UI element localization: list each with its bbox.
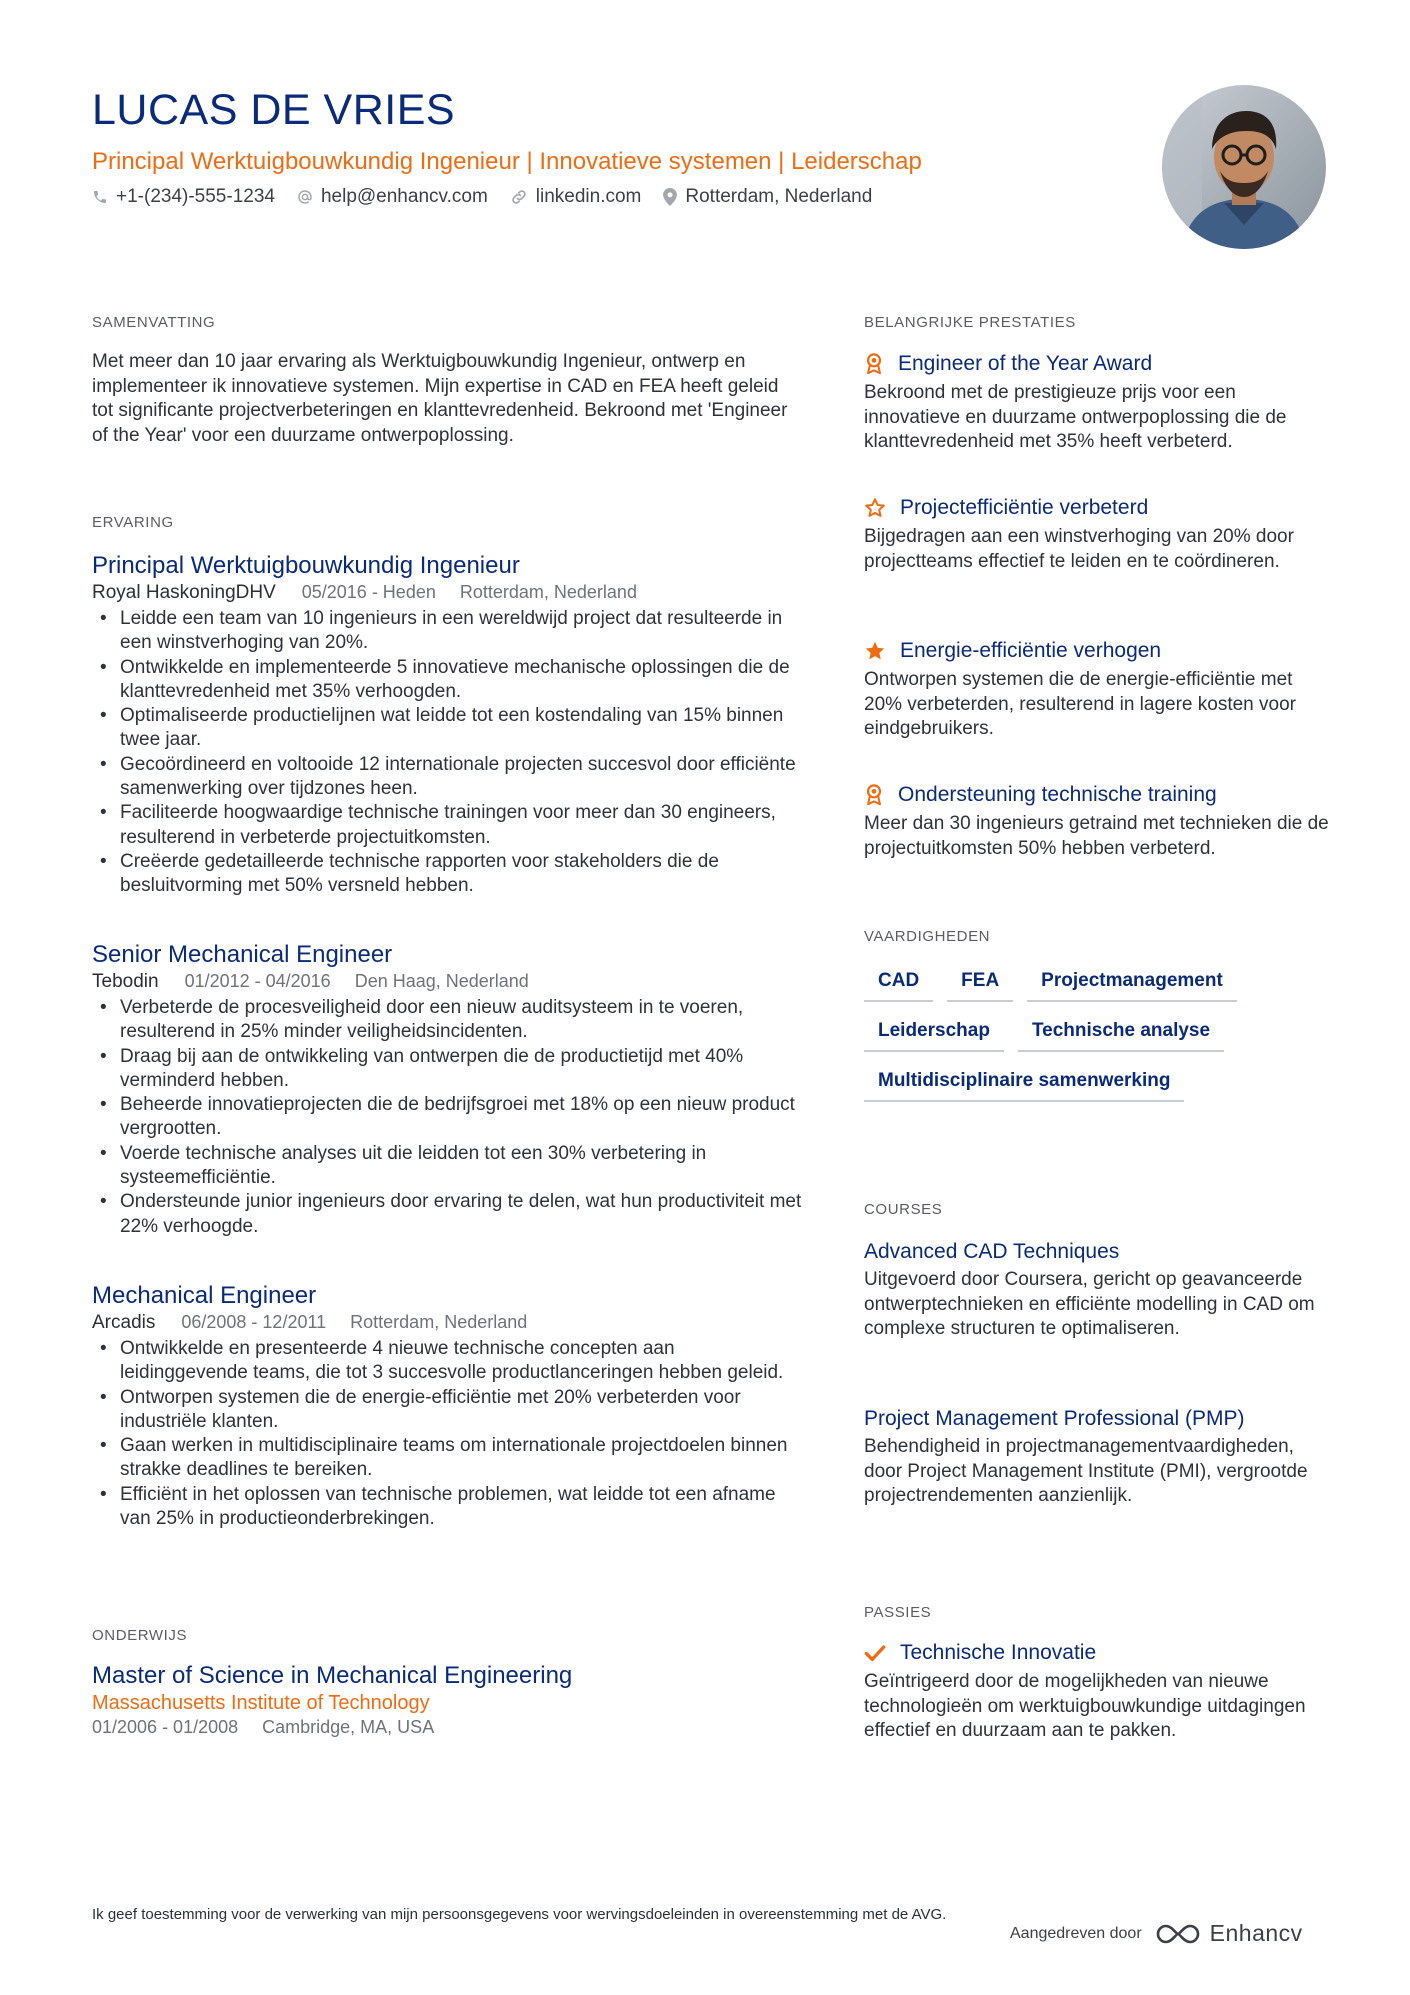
- passion-item: [864, 1641, 1334, 1744]
- powered-by[interactable]: [1010, 1920, 1303, 1947]
- skills-list: [864, 970, 1334, 1120]
- job-entry: [92, 1282, 802, 1531]
- link-icon: [510, 188, 528, 206]
- contact-bar: [92, 186, 894, 208]
- job-title: Principal Werktuigbouwkundig Ingenieur: [92, 552, 520, 579]
- brand-name: Enhancv: [1209, 1920, 1303, 1946]
- edu-meta: [92, 1717, 792, 1738]
- course-desc: Uitgevoerd door Coursera, gericht op geavanceerde ontwerptechnieken en efficiënte modelling in CAD om complexe structuren te optimaliseren.: [864, 1269, 1315, 1339]
- achievement-item: [864, 783, 1334, 861]
- enhancv-logo-icon: [1154, 1922, 1202, 1946]
- candidate-name: LUCAS DE VRIES: [92, 86, 456, 134]
- email-link[interactable]: help@enhancv.com: [320, 186, 488, 207]
- passions-section-title: PASSIES: [864, 1604, 932, 1621]
- job-entry: [92, 941, 802, 1239]
- job-bullet: • Ondersteunde junior ingenieurs door ervaring te delen, wat hun productiviteit met 22% verhoogde.: [92, 1190, 802, 1239]
- at-icon: [297, 189, 313, 205]
- job-company: Arcadis: [92, 1312, 156, 1333]
- achievement-desc: Meer dan 30 ingenieurs getraind met technieken die de projectuitkomsten 50% hebben verbeterd.: [864, 813, 1329, 859]
- passion-title: Technische Innovatie: [900, 1641, 1097, 1664]
- job-bullet: • Gaan werken in multidisciplinaire teams om internationale projectdoelen binnen strakke deadlines te bereiken.: [92, 1434, 802, 1483]
- job-meta: [92, 971, 802, 993]
- consent-text: Ik geef toestemming voor de verwerking van mijn persoonsgegevens voor wervingsdoeleinden in overeenstemming met de AVG.: [92, 1906, 947, 1923]
- contact-phone: [92, 186, 275, 208]
- linkedin-link[interactable]: linkedin.com: [535, 186, 642, 207]
- job-bullet: • Ontworpen systemen die de energie-efficiëntie met 20% verbeterden voor industriële klanten.: [92, 1386, 802, 1435]
- summary-text: Met meer dan 10 jaar ervaring als Werktuigbouwkundig Ingenieur, ontwerp en implementeer ik innovatieve systemen. Mijn expertise in CAD en FEA heeft geleid tot significante projectverbeteringen en klanttevredenheid. Bekroond met 'Engineer of the Year' voor een duurzame ontwerpoplossing.: [92, 351, 788, 446]
- job-bullet: • Voerde technische analyses uit die leidden tot een 30% verbetering in systeemefficiëntie.: [92, 1142, 802, 1191]
- skill-tag: FEA: [947, 970, 1013, 1002]
- edu-degree: Master of Science in Mechanical Engineering: [92, 1662, 573, 1689]
- skill-tag: CAD: [864, 970, 933, 1002]
- job-bullet: • Gecoördineerd en voltooide 12 internationale projecten succesvol door efficiënte samenwerking over tijdzones heen.: [92, 753, 802, 802]
- job-bullets: [92, 607, 802, 899]
- location-text: Rotterdam, Nederland: [685, 186, 873, 207]
- skill-tag: Multidisciplinaire samenwerking: [864, 1070, 1184, 1102]
- achievement-title: Projectefficiëntie verbeterd: [900, 496, 1149, 519]
- achievement-item: [864, 496, 1334, 574]
- profile-photo: [1162, 85, 1326, 249]
- job-dates: 05/2016 - Heden: [301, 582, 436, 602]
- job-dates: 06/2008 - 12/2011: [181, 1312, 327, 1332]
- job-meta: [92, 582, 802, 604]
- edu-dates: 01/2006 - 01/2008: [92, 1717, 239, 1737]
- job-bullet: • Faciliteerde hoogwaardige technische trainingen voor meer dan 30 engineers, resulterend in verbeterde projectuitkomsten.: [92, 801, 802, 850]
- phone-text: +1-(234)-555-1234: [116, 186, 275, 207]
- achievement-title: Ondersteuning technische training: [898, 783, 1217, 806]
- education-entry: [92, 1662, 792, 1738]
- job-bullets: [92, 996, 802, 1239]
- contact-email[interactable]: [297, 186, 488, 208]
- job-entry: [92, 552, 802, 899]
- achievement-title: Energie-efficiëntie verhogen: [900, 639, 1162, 662]
- job-bullet: • Ontwikkelde en presenteerde 4 nieuwe technische concepten aan leidinggevende teams, die tot 3 succesvolle productlanceringen hebben geleid.: [92, 1337, 802, 1386]
- phone-icon: [92, 189, 108, 205]
- job-dates: 01/2012 - 04/2016: [184, 971, 331, 991]
- job-bullet: • Ontwikkelde en implementeerde 5 innovatieve mechanische oplossingen die de klanttevredenheid met 35% verhoogden.: [92, 656, 802, 705]
- contact-location: [663, 186, 872, 208]
- courses-section-title: COURSES: [864, 1201, 943, 1218]
- award-icon: [864, 353, 884, 375]
- contact-linkedin[interactable]: [510, 186, 642, 208]
- course-desc: Behendigheid in projectmanagementvaardigheden, door Project Management Institute (PMI), vergrootde projectrendementen aanzienlijk.: [864, 1436, 1308, 1506]
- job-bullet: • Verbeterde de procesveiligheid door een nieuw auditsysteem in te voeren, resulterend in 25% minder veiligheidsincidenten.: [92, 996, 802, 1045]
- skill-tag: Leiderschap: [864, 1020, 1004, 1052]
- star-filled-icon: [864, 640, 886, 662]
- star-outline-icon: [864, 497, 886, 519]
- course-title: Project Management Professional (PMP): [864, 1407, 1245, 1430]
- powered-by-label: Aangedreven door: [1010, 1924, 1142, 1942]
- job-bullet: • Beheerde innovatieprojecten die de bedrijfsgroei met 18% op een nieuw product vergrootten.: [92, 1093, 802, 1142]
- job-bullet: • Leidde een team van 10 ingenieurs in een wereldwijd project dat resulteerde in een winstverhoging van 20%.: [92, 607, 802, 656]
- check-icon: [864, 1643, 886, 1663]
- job-location: Den Haag, Nederland: [354, 971, 529, 991]
- job-title: Mechanical Engineer: [92, 1282, 317, 1309]
- award-icon: [864, 784, 884, 806]
- job-bullet: • Creëerde gedetailleerde technische rapporten voor stakeholders die de besluitvorming met 50% versneld hebben.: [92, 850, 802, 899]
- education-section-title: ONDERWIJS: [92, 1627, 188, 1644]
- job-company: Tebodin: [92, 971, 159, 992]
- passion-desc: Geïntrigeerd door de mogelijkheden van nieuwe technologieën om werktuigbouwkundige uitdagingen effectief en duurzaam aan te pakken.: [864, 1671, 1306, 1741]
- job-title: Senior Mechanical Engineer: [92, 941, 393, 968]
- job-bullet: • Efficiënt in het oplossen van technische problemen, wat leidde tot een afname van 25% in productieonderbrekingen.: [92, 1483, 802, 1532]
- job-location: Rotterdam, Nederland: [350, 1312, 528, 1332]
- achievement-desc: Ontworpen systemen die de energie-efficiëntie met 20% verbeterden, resulterend in lagere kosten voor eindgebruikers.: [864, 669, 1296, 739]
- job-bullet: • Optimaliseerde productielijnen wat leidde tot een kostendaling van 15% binnen twee jaar.: [92, 704, 802, 753]
- location-pin-icon: [663, 188, 677, 206]
- job-bullet: • Draag bij aan de ontwikkeling van ontwerpen die de productietijd met 40% verminderd hebben.: [92, 1045, 802, 1094]
- course-item: [864, 1407, 1334, 1509]
- edu-location: Cambridge, MA, USA: [262, 1717, 435, 1737]
- job-company: Royal HaskoningDHV: [92, 582, 276, 603]
- edu-school: Massachusetts Institute of Technology: [92, 1692, 430, 1714]
- achievement-item: [864, 639, 1334, 742]
- experience-section-title: ERVARING: [92, 514, 174, 531]
- achievement-desc: Bekroond met de prestigieuze prijs voor een innovatieve en duurzame ontwerpoplossing die de klanttevredenheid met 35% heeft verbeterd.: [864, 382, 1287, 452]
- achievements-section-title: BELANGRIJKE PRESTATIES: [864, 314, 1076, 331]
- job-bullets: [92, 1337, 802, 1531]
- achievement-desc: Bijgedragen aan een winstverhoging van 20% door projectteams effectief te leiden en te coördineren.: [864, 526, 1294, 572]
- course-title: Advanced CAD Techniques: [864, 1240, 1120, 1263]
- skill-tag: Projectmanagement: [1027, 970, 1237, 1002]
- course-item: [864, 1240, 1334, 1342]
- job-meta: [92, 1312, 802, 1334]
- skill-tag: Technische analyse: [1018, 1020, 1224, 1052]
- summary-section-title: SAMENVATTING: [92, 314, 216, 331]
- achievement-title: Engineer of the Year Award: [898, 352, 1153, 375]
- achievement-item: [864, 352, 1334, 455]
- skills-section-title: VAARDIGHEDEN: [864, 928, 991, 945]
- job-location: Rotterdam, Nederland: [459, 582, 637, 602]
- headline: Principal Werktuigbouwkundig Ingenieur | Innovatieve systemen | Leiderschap: [92, 148, 922, 175]
